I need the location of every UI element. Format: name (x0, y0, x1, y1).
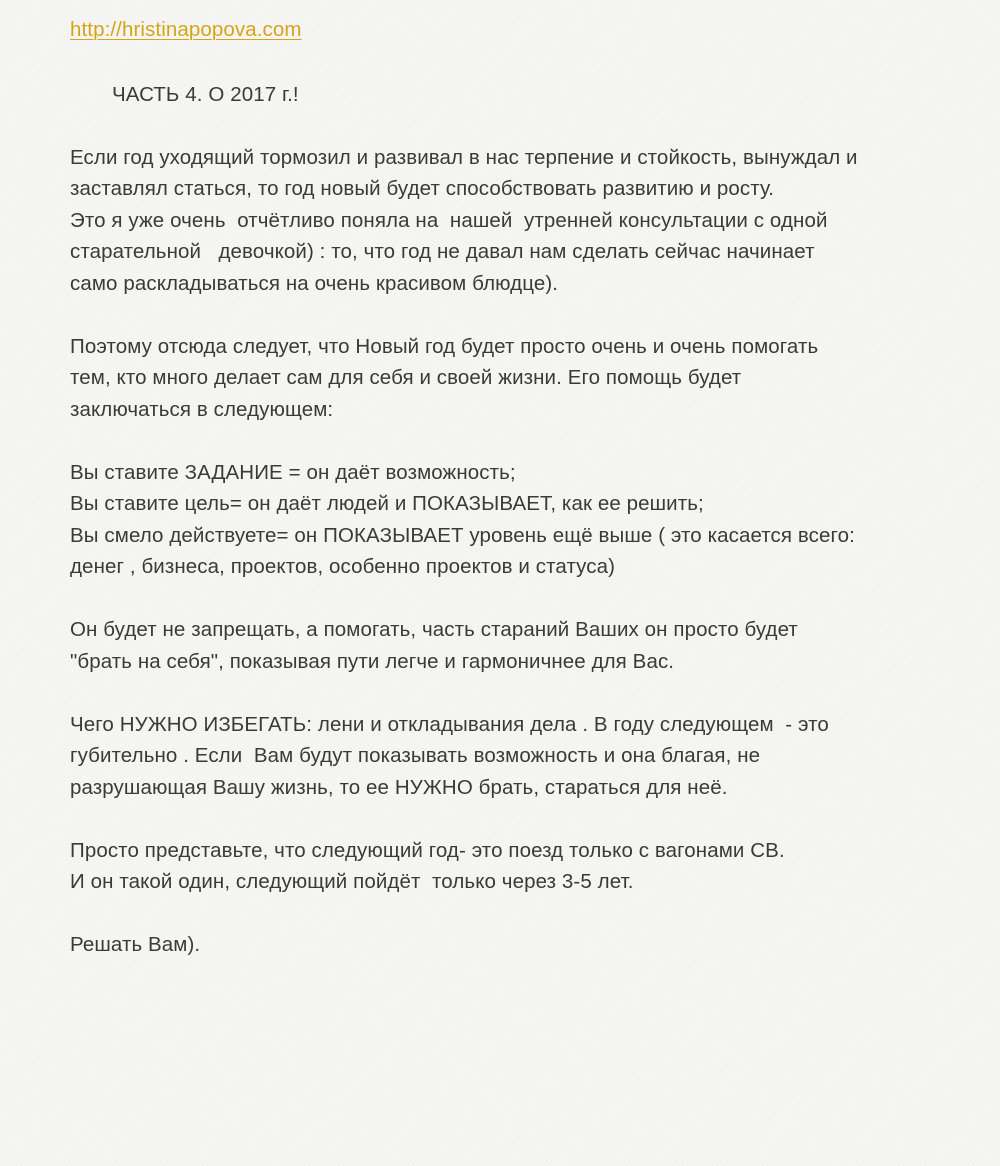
text-line: Просто представьте, что следующий год- это поезд только с вагонами СВ. (70, 838, 785, 862)
text-line: Поэтому отсюда следует, что Новый год будет просто очень и очень помогать (70, 334, 819, 358)
text-line: Если год уходящий тормозил и развивал в нас терпение и стойкость, вынуждал и (70, 145, 858, 169)
text-line: Он будет не запрещать, а помогать, часть стараний Ваших он просто будет (70, 618, 798, 641)
paragraph-2 (70, 331, 970, 426)
text-line: Вы ставите ЗАДАНИЕ = он даёт возможность; (70, 460, 516, 484)
spacer (70, 299, 970, 331)
website-link[interactable]: http://hristinapopova.com (70, 18, 302, 41)
text-line: старательной девочкой) : то, что год не давал нам сделать сейчас начинает (70, 240, 815, 263)
text-line: само раскладываться на очень красивом блюдце). (70, 271, 559, 295)
spacer (70, 803, 970, 835)
spacer (70, 583, 970, 615)
paragraph-6 (70, 835, 970, 898)
text-line: заставлял статься, то год новый будет способствовать развитию и росту. (70, 177, 775, 200)
spacer (70, 425, 970, 457)
text-line: Это я уже очень отчётливо поняла на нашей утренней консультации с одной (70, 208, 828, 232)
text-line: разрушающая Вашу жизнь, то ее НУЖНО брать, стараться для неё. (70, 775, 728, 799)
spacer (70, 898, 970, 930)
text-line: Вы смело действуете= он ПОКАЗЫВАЕТ уровень ещё выше ( это касается всего: (70, 523, 855, 547)
spacer (70, 677, 970, 709)
text-line: И он такой один, следующий пойдёт только через 3-5 лет. (70, 870, 634, 893)
spacer (70, 110, 970, 142)
text-line: губительно . Если Вам будут показывать возможность и она благая, не (70, 744, 761, 767)
paragraph-1 (70, 142, 970, 300)
paragraph-7 (70, 929, 970, 961)
text-line: Чего НУЖНО ИЗБЕГАТЬ: лени и откладывания дела . В году следующем - это (70, 712, 829, 736)
paragraph-5 (70, 709, 970, 804)
text-line: заключаться в следующем: (70, 397, 334, 421)
text-line: Решать Вам). (70, 933, 201, 956)
spacer (70, 46, 970, 79)
paragraph-3 (70, 457, 970, 583)
text-line: "брать на себя", показывая пути легче и гармоничнее для Вас. (70, 649, 675, 673)
text-line: денег , бизнеса, проектов, особенно проектов и статуса) (70, 555, 616, 578)
paragraph-4 (70, 614, 970, 677)
text-line: тем, кто много делает сам для себя и своей жизни. Его помощь будет (70, 366, 742, 389)
note-heading: ЧАСТЬ 4. О 2017 г.! (112, 82, 299, 106)
text-line: Вы ставите цель= он даёт людей и ПОКАЗЫВАЕТ, как ее решить; (70, 492, 704, 515)
note-body (70, 14, 970, 961)
